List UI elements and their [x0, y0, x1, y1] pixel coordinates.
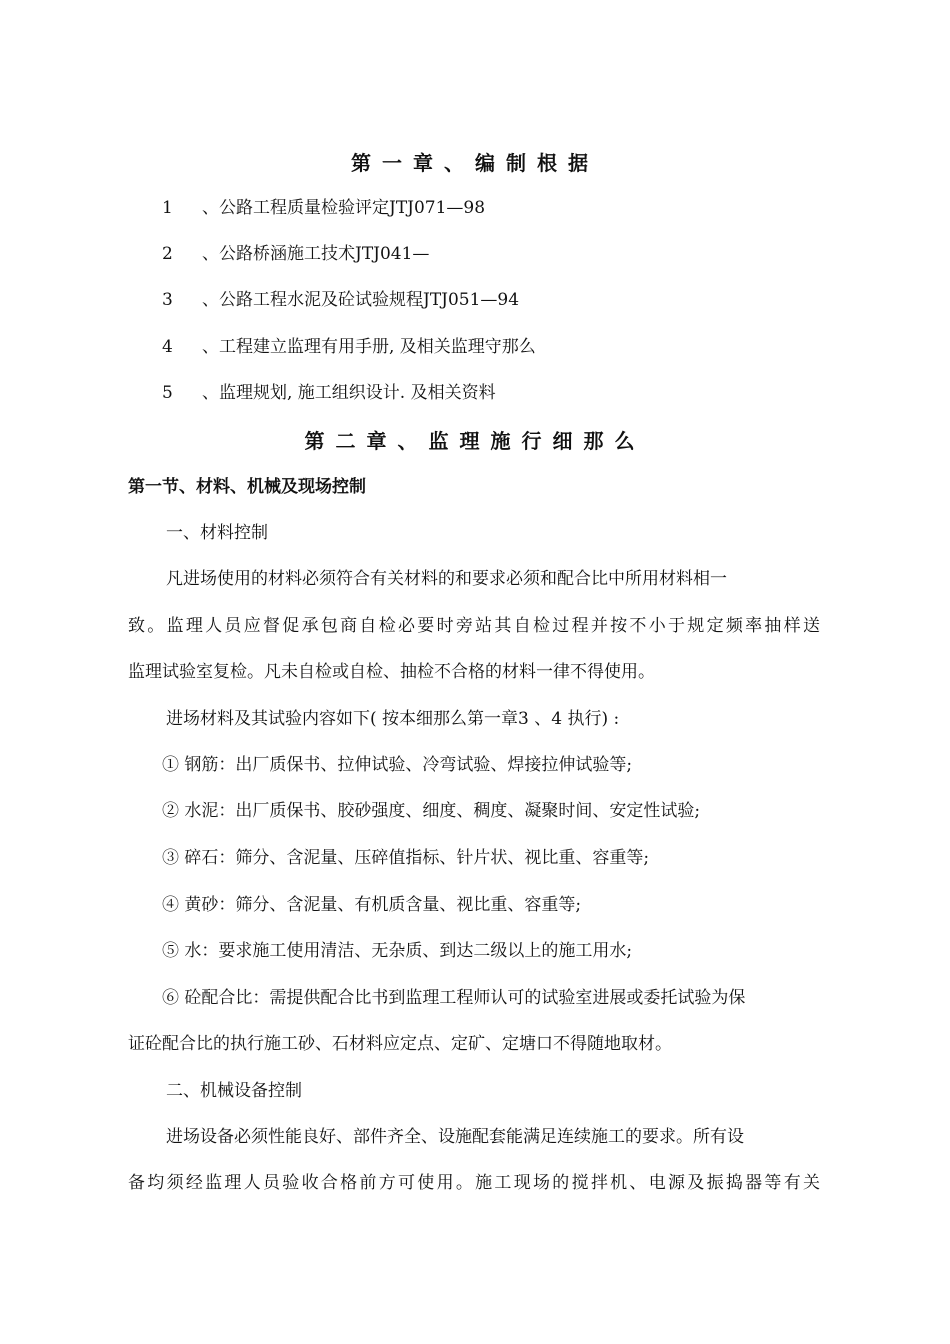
section1-title: 第一节、材料、机械及现场控制: [128, 477, 366, 497]
material-para-line-1: 凡进场使用的材料必须符合有关材料的和要求必须和配合比中所用材料相一: [166, 569, 727, 589]
chapter1-item-3: 3 、公路工程水泥及砼试验规程JTJ051—94: [162, 290, 520, 310]
chapter1-item-5: 5 、监理规划, 施工组织设计. 及相关资料: [162, 383, 496, 403]
material-para-line-3: 监理试验室复检。凡未自检或自检、抽检不合格的材料一律不得使用。: [128, 662, 655, 682]
material-item-mix-ratio: ⑥ 砼配合比：需提供配合比书到监理工程师认可的试验室进展或委托试验为保: [162, 988, 746, 1008]
material-para-line-2: 致。监理人员应督促承包商自检必要时旁站其自检过程并按不小于规定频率抽样送: [128, 616, 820, 636]
machinery-para-line-1: 进场设备必须性能良好、部件齐全、设施配套能满足连续施工的要求。所有设: [166, 1127, 744, 1147]
chapter2-title: 第二章、监理施行细那么: [304, 429, 646, 453]
chapter1-item-4: 4 、工程建立监理有用手册, 及相关监理守那么: [162, 337, 536, 357]
material-item-gravel: ③ 碎石：筛分、含泥量、压碎值指标、针片状、视比重、容重等;: [162, 848, 650, 868]
material-item-cement: ② 水泥：出厂质保书、胶砂强度、细度、稠度、凝聚时间、安定性试验;: [162, 801, 701, 821]
subsection-material-title: 一、材料控制: [166, 523, 268, 543]
material-item-sand: ④ 黄砂：筛分、含泥量、有机质含量、视比重、容重等;: [162, 895, 582, 915]
material-item-mix-ratio-cont: 证砼配合比的执行施工砂、石材料应定点、定矿、定塘口不得随地取材。: [128, 1034, 672, 1054]
machinery-para-line-2: 备均须经监理人员验收合格前方可使用。施工现场的搅拌机、电源及振捣器等有关: [128, 1173, 820, 1193]
chapter1-item-2: 2 、公路桥涵施工技术JTJ041—: [162, 244, 430, 264]
subsection-machinery-title: 二、机械设备控制: [166, 1081, 302, 1101]
material-intro: 进场材料及其试验内容如下( 按本细那么第一章3 、4 执行) :: [166, 709, 620, 729]
chapter1-title: 第一章、编制根据: [351, 151, 599, 175]
chapter1-item-1: 1 、公路工程质量检验评定JTJ071—98: [162, 198, 486, 218]
material-item-water: ⑤ 水：要求施工使用清洁、无杂质、到达二级以上的施工用水;: [162, 941, 633, 961]
material-item-steel: ① 钢筋：出厂质保书、拉伸试验、冷弯试验、焊接拉伸试验等;: [162, 755, 633, 775]
